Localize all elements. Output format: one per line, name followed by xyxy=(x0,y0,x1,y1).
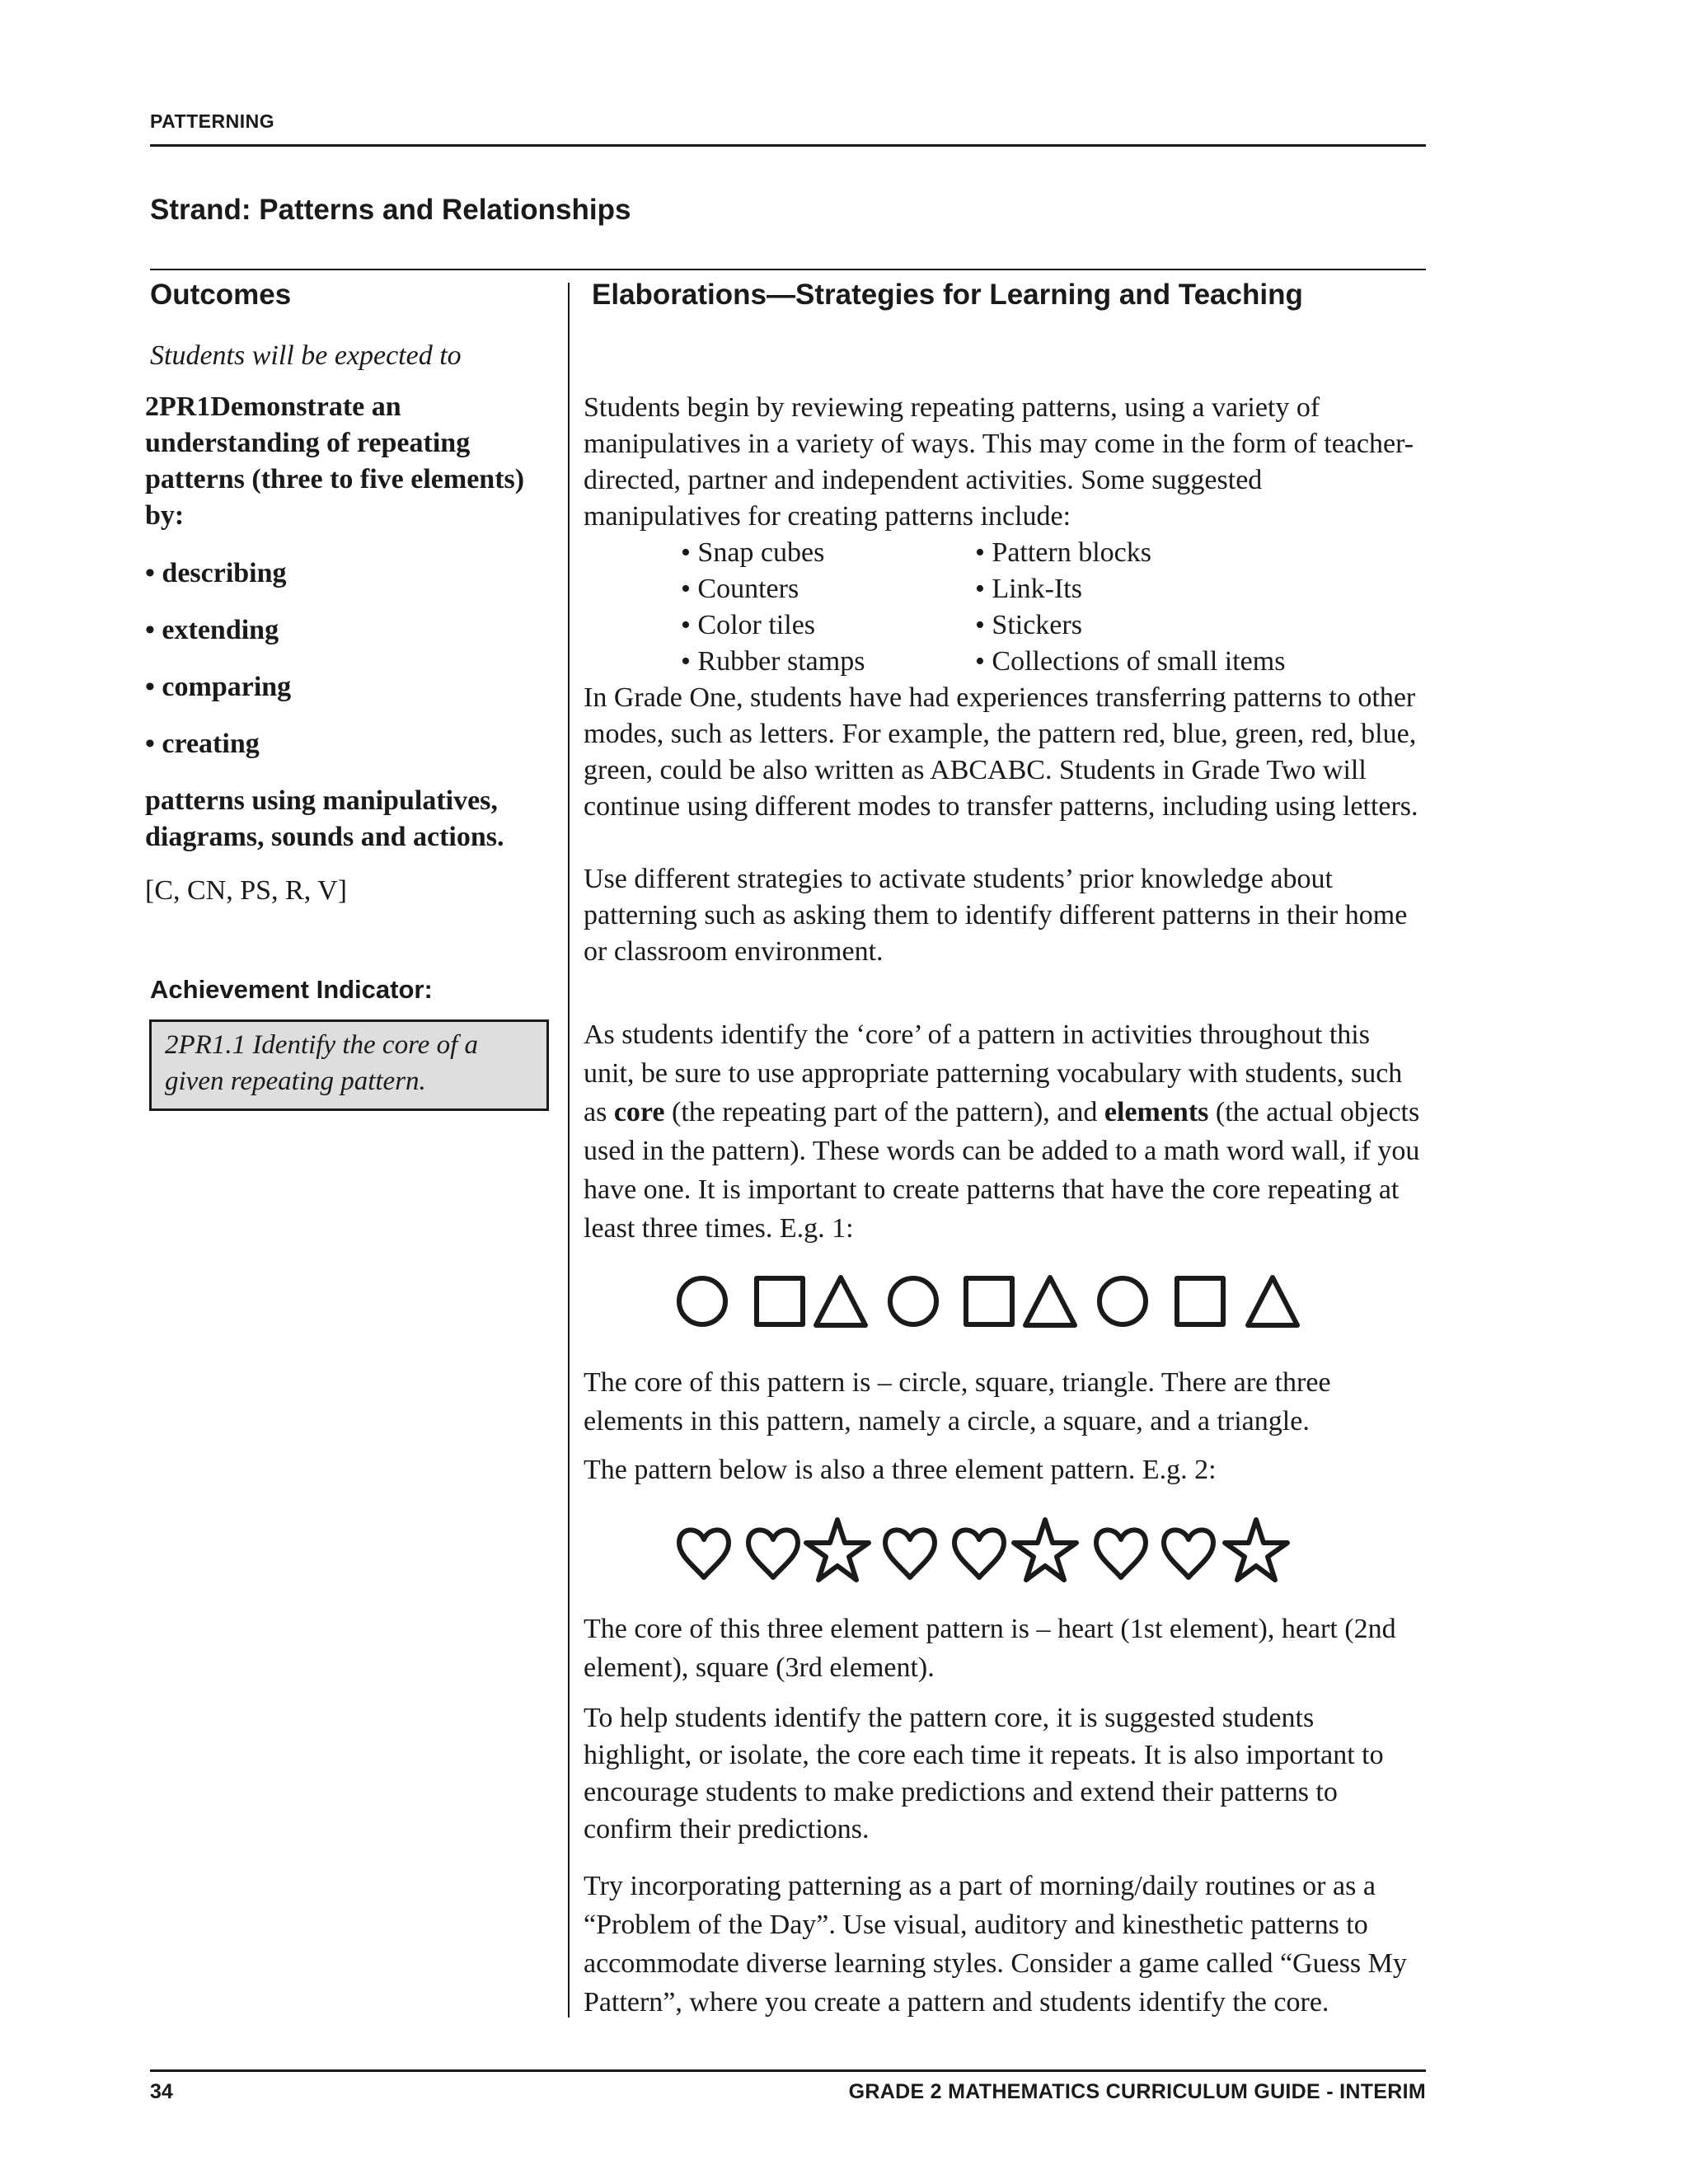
outcomes-intro: Students will be expected to xyxy=(150,340,462,371)
manipulative-item: • Snap cubes xyxy=(681,537,825,568)
outcome-bullet: • extending xyxy=(145,615,279,645)
heart-icon xyxy=(1096,1530,1146,1577)
circle-icon xyxy=(890,1278,936,1324)
paragraph: In Grade One, students have had experiences transferring patterns to other modes, such as letters. For example, the pattern red, blue, green, red, blue, green, could be also written as ABCABC. Students in Grade Two will continue using different modes to transfer patterns, including using letters. xyxy=(584,682,1418,822)
paragraph: Try incorporating patterning as a part of morning/daily routines or as a “Problem of the Day”. Use visual, auditory and kinesthetic patterns to accommodate diverse learning styles. Consider a game called “Guess My Pattern”, where you create a pattern and students identify the core. xyxy=(584,1871,1407,2018)
section-rule xyxy=(150,269,1426,270)
footer-title: GRADE 2 MATHEMATICS CURRICULUM GUIDE - INTERIM xyxy=(848,2080,1426,2103)
heart-icon xyxy=(885,1530,935,1577)
circle-icon xyxy=(679,1278,725,1324)
outcome-bullet: • creating xyxy=(145,729,260,759)
square-icon xyxy=(757,1278,803,1324)
manipulative-item: • Pattern blocks xyxy=(975,537,1151,568)
term-elements: elements xyxy=(1104,1097,1209,1127)
manipulative-item: • Color tiles xyxy=(681,610,816,640)
shape-pattern-example-2 xyxy=(676,1516,1319,1584)
outcome-bullet: • describing xyxy=(145,558,287,588)
paragraph: The core of this pattern is – circle, square, triangle. There are three elements in this pattern, namely a circle, a square, and a triangle. xyxy=(584,1367,1331,1436)
outcomes-title: Outcomes xyxy=(150,279,292,311)
outcome-block xyxy=(145,389,549,909)
heart-icon xyxy=(679,1530,729,1577)
paragraph: To help students identify the pattern core, it is suggested students highlight, or isolate, the core each time it repeats. It is also important to encourage students to make predictions and extend their patterns to confirm their predictions. xyxy=(584,1703,1384,1844)
term-core: core xyxy=(613,1097,665,1127)
manipulative-item: • Rubber stamps xyxy=(681,646,865,677)
manipulative-item: • Stickers xyxy=(975,610,1082,640)
triangle-icon xyxy=(1025,1277,1075,1325)
heart-icon xyxy=(1164,1530,1213,1577)
star-icon xyxy=(1225,1520,1287,1580)
paragraph: The core of this three element pattern is – heart (1st element), heart (2nd element), square (3rd element). xyxy=(584,1614,1396,1683)
strand-title: Strand: Patterns and Relationships xyxy=(150,194,631,226)
paragraph: The pattern below is also a three element pattern. E.g. 2: xyxy=(584,1455,1217,1485)
indicator-text: 2PR1.1 Identify the core of a given repeating pattern. xyxy=(165,1030,478,1096)
triangle-icon xyxy=(816,1277,865,1325)
star-icon xyxy=(806,1520,869,1580)
paragraph: Use different strategies to activate students’ prior knowledge about patterning such as asking them to identify different patterns in their home or classroom environment. xyxy=(584,864,1408,967)
footer-rule xyxy=(150,2069,1426,2072)
manipulatives-list xyxy=(681,535,1305,680)
paragraph-vocabulary xyxy=(584,1015,1424,1248)
text-run: (the repeating part of the pattern), and xyxy=(664,1097,1104,1127)
outcome-bullet: • comparing xyxy=(145,672,292,702)
heart-icon xyxy=(954,1530,1004,1577)
page-number: 34 xyxy=(150,2080,173,2103)
heart-icon xyxy=(748,1530,798,1577)
column-divider xyxy=(568,283,570,2018)
square-icon xyxy=(1177,1278,1223,1324)
circle-icon xyxy=(1100,1278,1146,1324)
header-rule xyxy=(150,144,1426,147)
manipulative-item: • Collections of small items xyxy=(975,646,1286,677)
outcome-text: 2PR1Demonstrate an understanding of repeating patterns (three to five elements) by: xyxy=(145,391,525,531)
indicator-box xyxy=(149,1019,549,1111)
manipulative-item: • Counters xyxy=(681,574,799,604)
square-icon xyxy=(966,1278,1012,1324)
outcome-codes: [C, CN, PS, R, V] xyxy=(145,875,347,906)
triangle-icon xyxy=(1248,1277,1297,1325)
indicator-title: Achievement Indicator: xyxy=(150,975,433,1004)
text-run: (the actual objects used in the pattern). These words can be added to a math word wall, if you have one. It is important to create patterns that have the core repeating at least three times. E.g. 1: xyxy=(584,1097,1420,1244)
running-head: PATTERNING xyxy=(150,110,275,132)
text-run: As students identify the ‘core’ of a pattern in activities throughout this unit, be sure to use appropriate patterning vocabulary with students, such as xyxy=(584,1019,1403,1127)
outcome-closing: patterns using manipulatives, diagrams, sounds and actions. xyxy=(145,785,504,852)
manipulative-item: • Link-Its xyxy=(975,574,1082,604)
star-icon xyxy=(1014,1520,1076,1580)
shape-pattern-example-1 xyxy=(676,1268,1319,1333)
paragraph: Students begin by reviewing repeating patterns, using a variety of manipulatives in a variety of ways. This may come in the form of teacher-directed, partner and independent activities. Some suggested manipulatives for creating patterns include: xyxy=(584,392,1414,532)
outcome-bullet-list xyxy=(145,555,549,762)
elaborations-title: Elaborations—Strategies for Learning and Teaching xyxy=(592,279,1303,311)
